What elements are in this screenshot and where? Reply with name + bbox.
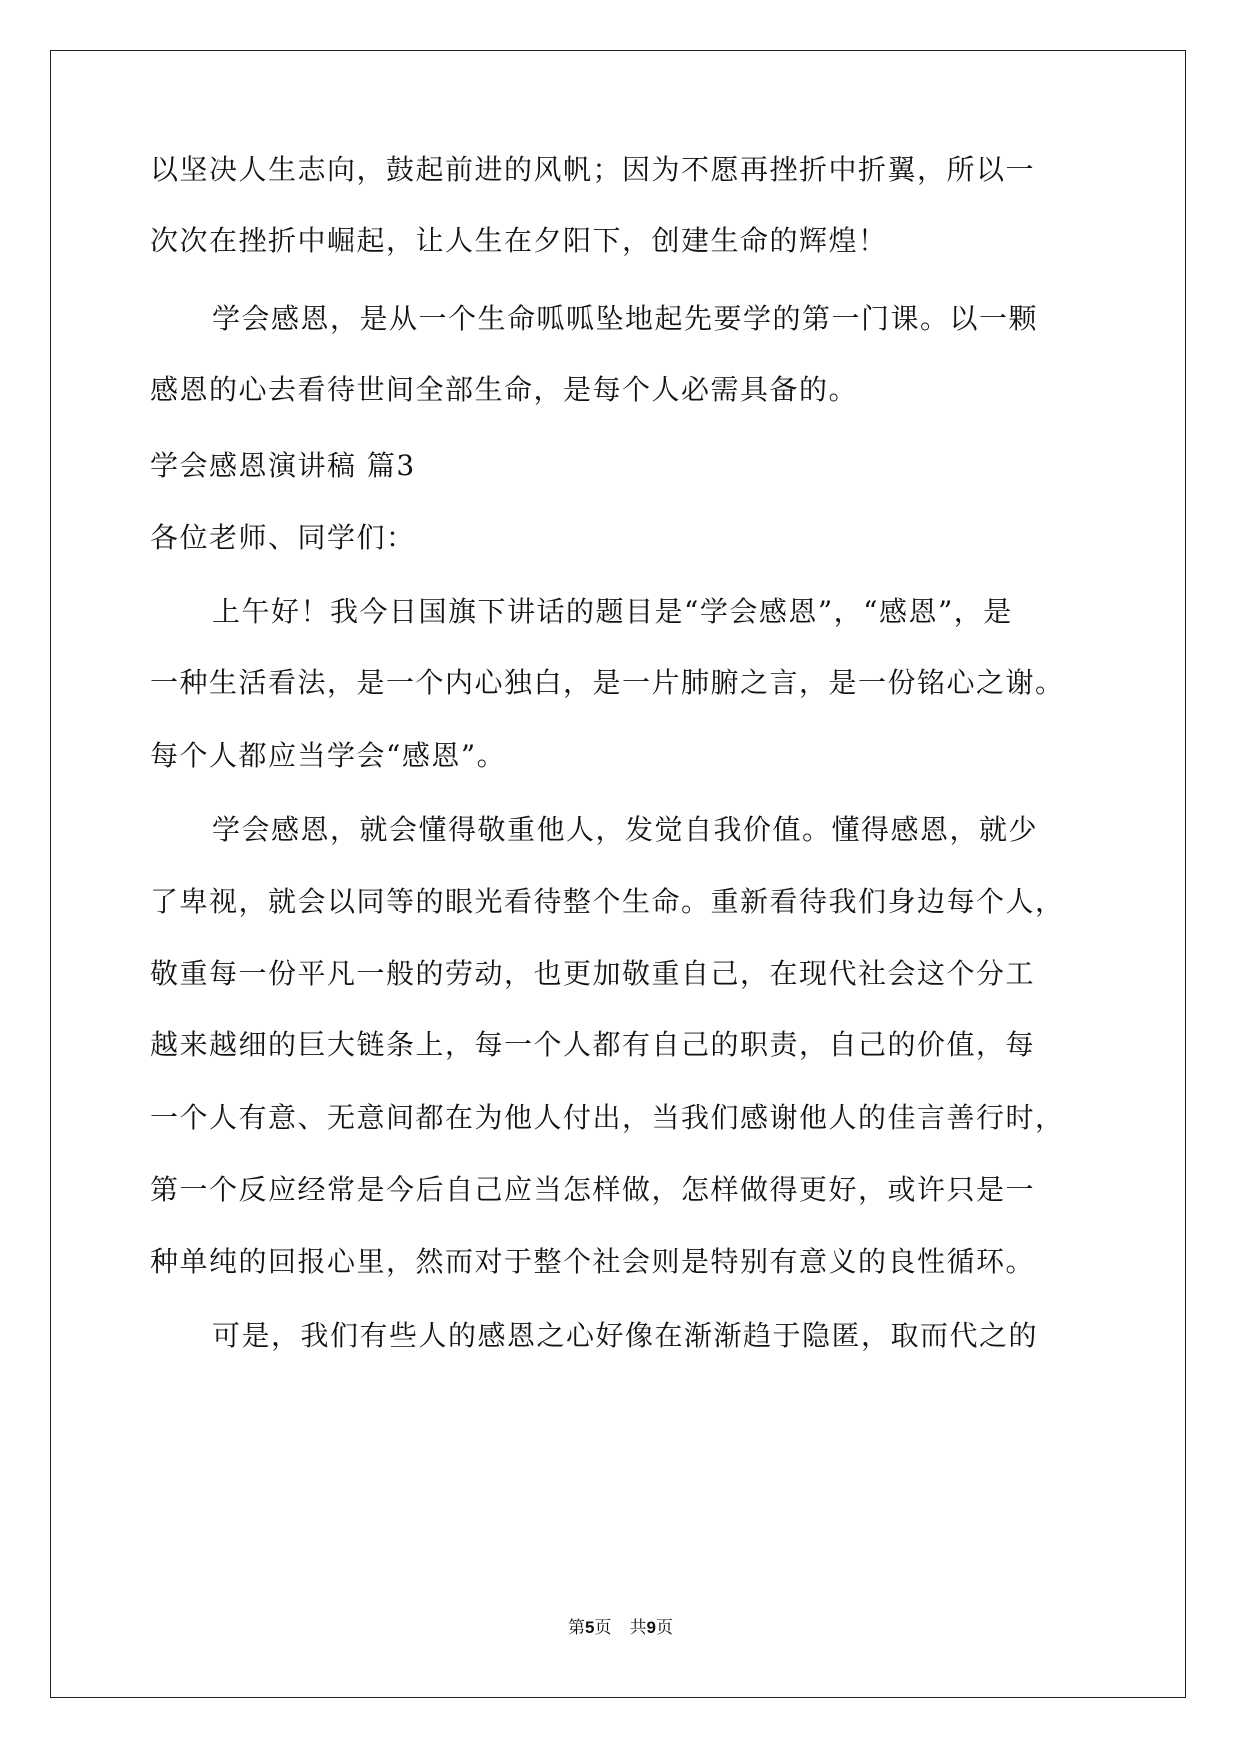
page-prefix: 第 <box>568 1618 586 1638</box>
paragraph-start-line: 学会感恩，是从一个生命呱呱坠地起先要学的第一门课。以一颗 <box>212 302 1039 335</box>
body-line: 次次在挫折中崛起，让人生在夕阳下，创建生命的辉煌！ <box>150 224 888 257</box>
body-line: 了卑视，就会以同等的眼光看待整个生命。重新看待我们身边每个人， <box>150 885 1065 918</box>
current-page-number: 5 <box>585 1618 595 1637</box>
paragraph-start-line: 可是，我们有些人的感恩之心好像在渐渐趋于隐匿，取而代之的 <box>212 1319 1039 1352</box>
body-line: 一个人有意、无意间都在为他人付出，当我们感谢他人的佳言善行时， <box>150 1101 1065 1134</box>
page-footer <box>0 1616 1241 1640</box>
section-heading: 学会感恩演讲稿 篇3 <box>150 449 416 482</box>
page-frame <box>50 50 1186 1698</box>
body-line: 以坚决人生志向，鼓起前进的风帆；因为不愿再挫折中折翼，所以一 <box>150 153 1036 186</box>
body-line: 每个人都应当学会“感恩”。 <box>150 739 507 772</box>
total-page-count: 9 <box>646 1618 656 1637</box>
total-suffix: 页 <box>655 1618 673 1638</box>
body-line: 敬重每一份平凡一般的劳动，也更加敬重自己，在现代社会这个分工 <box>150 957 1036 990</box>
body-line: 种单纯的回报心里，然而对于整个社会则是特别有意义的良性循环。 <box>150 1245 1036 1278</box>
body-line: 感恩的心去看待世间全部生命，是每个人必需具备的。 <box>150 373 859 406</box>
body-line: 越来越细的巨大链条上，每一个人都有自己的职责，自己的价值，每 <box>150 1028 1036 1061</box>
paragraph-start-line: 学会感恩，就会懂得敬重他人，发觉自我价值。懂得感恩，就少 <box>212 813 1039 846</box>
total-prefix: 共 <box>629 1618 647 1638</box>
body-line: 一种生活看法，是一个内心独白，是一片肺腑之言，是一份铭心之谢。 <box>150 666 1065 699</box>
salutation-line: 各位老师、同学们： <box>150 521 416 554</box>
body-line: 第一个反应经常是今后自己应当怎样做，怎样做得更好，或许只是一 <box>150 1173 1036 1206</box>
paragraph-start-line: 上午好！我今日国旗下讲话的题目是“学会感恩”，“感恩”，是 <box>212 595 1013 628</box>
page-suffix: 页 <box>594 1618 612 1638</box>
